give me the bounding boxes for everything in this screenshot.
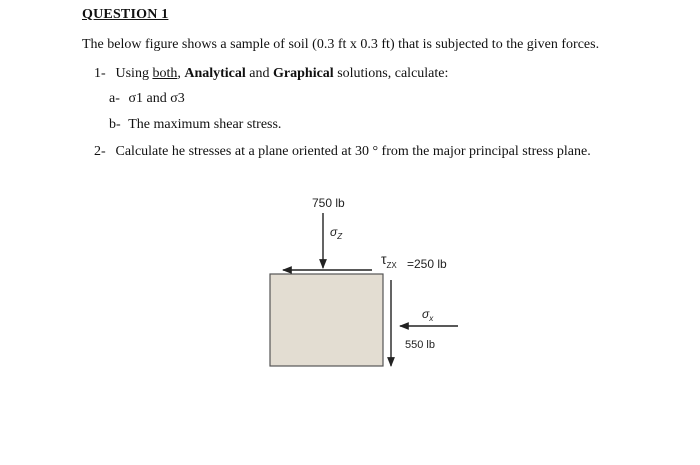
question-1-analytical: Analytical (184, 66, 246, 81)
question-1-prefix: Using (115, 66, 153, 81)
question-1-suffix: solutions, calculate: (333, 66, 449, 81)
question-title: QUESTION 1 (82, 7, 169, 22)
problem-intro: The below figure shows a sample of soil (0.3 ft x 0.3 ft) that is subjected to the given forces. (82, 37, 600, 52)
question-1a-label: a- (109, 91, 120, 106)
question-1-both: both (152, 66, 178, 81)
question-1-graphical: Graphical (273, 66, 334, 81)
question-1b-label: b- (109, 117, 121, 132)
question-1-comma: , (177, 66, 185, 81)
question-1-and: and (245, 66, 274, 81)
tau-zx-label: $\tau_{ZX}$ (381, 251, 397, 270)
question-1a-text: σ1 and σ3 (128, 91, 185, 106)
question-1b-text: The maximum shear stress. (128, 117, 282, 132)
tau-zx-value: =250 lb (407, 257, 447, 271)
question-1-number: 1- (94, 66, 106, 81)
question-2-text: Calculate he stresses at a plane oriented at 30 ° from the major principal stress plane. (115, 144, 591, 159)
soil-sample (270, 274, 383, 366)
vertical-force-label: 750 lb (312, 196, 345, 210)
horizontal-force-label: 550 lb (405, 339, 435, 351)
question-2-number: 2- (94, 144, 106, 159)
sigma-z-label: $\sigma_Z$ (330, 225, 343, 241)
sigma-x-label: $\sigma_x$ (422, 307, 434, 323)
